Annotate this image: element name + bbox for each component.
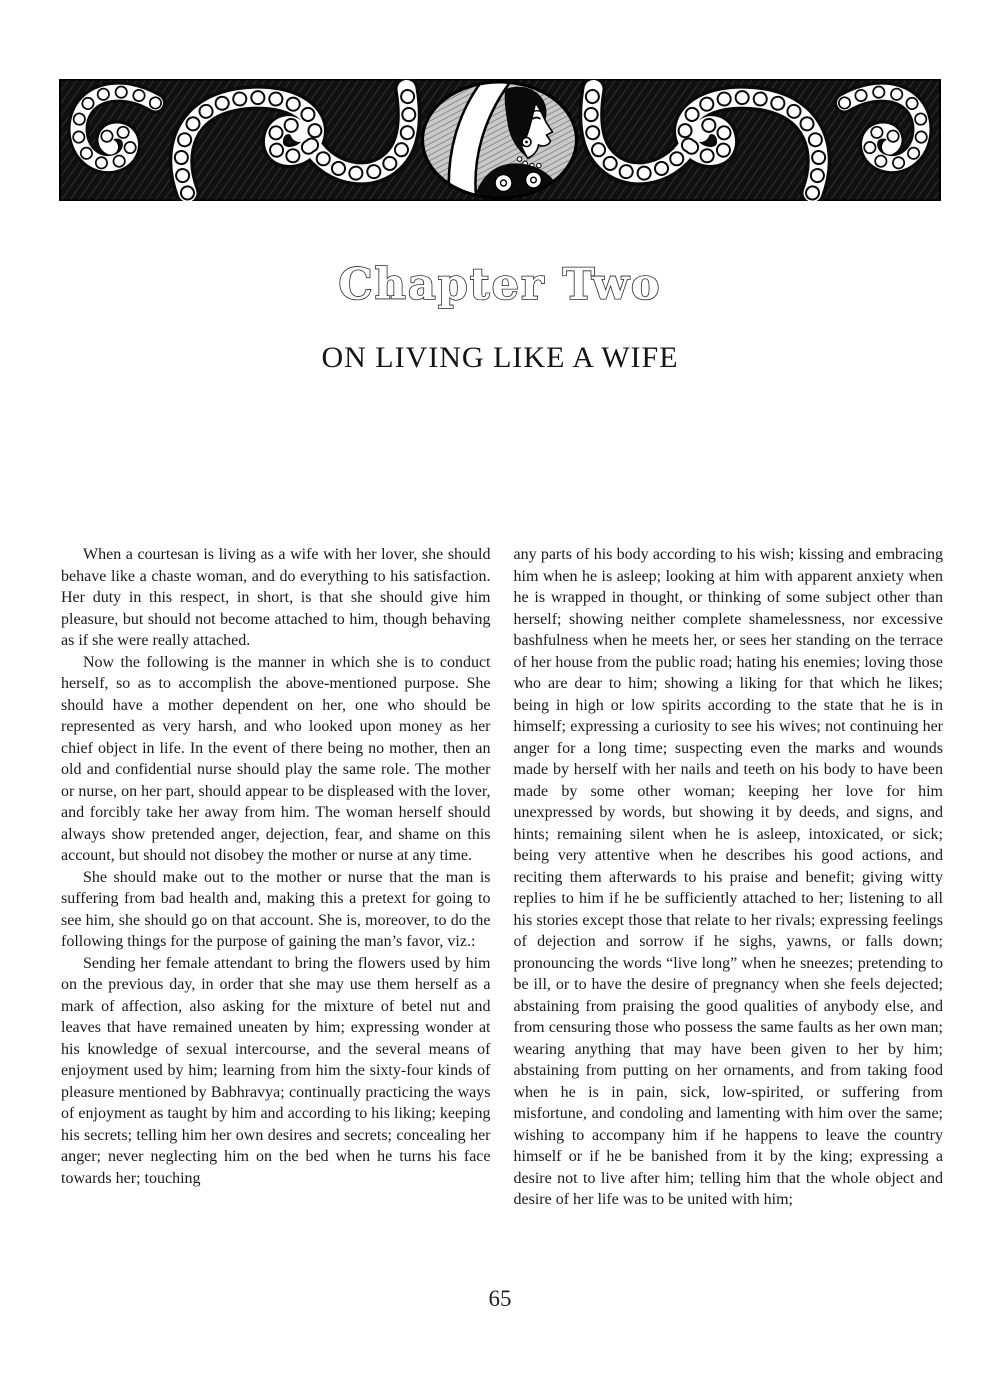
woman-portrait-medallion [423, 79, 577, 201]
paragraph: Now the following is the manner in which she is to conduct herself, so as to accomplish the above-mentioned purpose. She should have a mother dependent on her, one who should be represented as very harsh, and who looked upon money as her chief object in life. In the event of there being no mother, then an old and confidential nurse should play the same role. The mother or nurse, on her part, should appear to be displeased with the lover, and forcibly take her away from him. The woman herself should always show pretended anger, dejection, fear, and shame on this account, but should not disobey the mother or nurse at any time. [61, 653, 491, 864]
paragraph: Sending her female attendant to bring the flowers used by him on the previous day, in order that she may use them herself as a mark of affection, also asking for the mixture of betel nut and leaves that have remained uneaten by him; expressing wonder at his knowledge of sexual intercourse, and the several means of enjoyment used by him; learning from him the sixty-four kinds of pleasure mentioned by Babhravya; continually practicing the ways of enjoyment as taught by him and according to his liking; keeping his secrets; telling him her own desires and secrets; concealing her anger; never neglecting him on the bed when he turns his face towards her; touching [61, 954, 491, 1187]
chapter-subtitle: ON LIVING LIKE A WIFE [321, 341, 679, 374]
chapter-title-art [190, 253, 810, 315]
paragraph: any parts of his body according to his wish; kissing and embracing him when he is asleep; looking at him with apparent anxiety when he is wrapped in thought, or thinking of some subject other than herself; showing neither complete shamelessness, nor excessive bashfulness when he meets her, or sees her standing on the terrace of her house from the public road; hating his enemies; loving those who are dear to him; showing a liking for that which he likes; being in high or low spirits according to the state that he is in himself; expressing a curiosity to see his wives; not continuing her anger for a long time; suspecting even the marks and wounds made by herself with her nails and teeth on his body to have been made by some other woman; keeping her love for him unexpressed by words, but showing it by deeds, and signs, and hints; remaining silent when he is asleep, intoxicated, or sick; being very attentive when he describes his good actions, and reciting them afterwards to his praise and benefit; giving witty replies to him if he be sufficiently attached to her; listening to all his stories except those that relate to her rivals; expressing feelings of dejection and sorrow if he sighs, yawns, or falls down; pronouncing the words “live long” when he sneezes; pretending to be ill, or to have the desire of pregnancy when she feels dejected; abstaining from praising the good qualities of anybody else, and from censuring those who possess the same faults as her own man; wearing anything that may have been given to her by him; abstaining from putting on her ornaments, and from taking food when he is in pain, sick, low-spirited, or suffering from misfortune, and condoling and lamenting with him over the same; wishing to accompany him if he happens to leave the country himself or if he be banished from it by the king; expressing a desire not to live after him; telling him that the whole object and desire of her life was to be united with him; [513, 546, 943, 1208]
chapter-title: Chapter Two [338, 260, 662, 310]
chapter-title-wrap [0, 253, 1000, 320]
body-text [61, 544, 943, 1211]
page-number: 65 [488, 1286, 512, 1311]
right-column [514, 544, 944, 1211]
header-ornament-illustration [59, 79, 941, 201]
header-ornament [59, 79, 941, 201]
left-column [61, 544, 491, 1211]
paragraph: She should make out to the mother or nurse that the man is suffering from bad health and, making this a pretext for going to see him, she should go on that account. She is, moreover, to do the following things for the purpose of gaining the man’s favor, viz.: [61, 868, 491, 950]
paragraph: When a courtesan is living as a wife with her lover, she should behave like a chaste woman, and do everything to his satisfaction. Her duty in this respect, in short, is that she should give him pleasure, but should not become attached to him, though behaving as if she were really attached. [61, 546, 491, 649]
